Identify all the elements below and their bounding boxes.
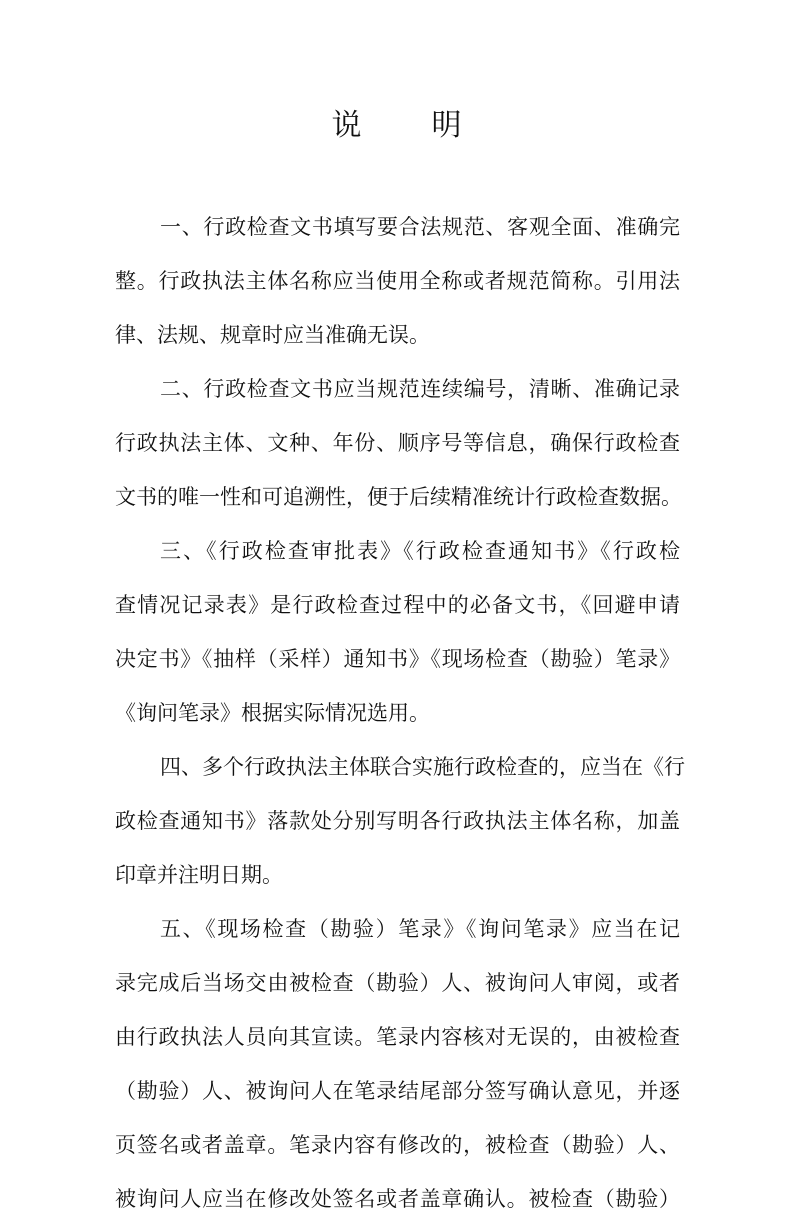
paragraph-line: （勘验）人、被询问人在笔录结尾部分签写确认意见，并逐 (115, 1079, 680, 1103)
paragraph-line: 页签名或者盖章。笔录内容有修改的，被检查（勘验）人、 (115, 1133, 680, 1157)
page-title: 说 明 (331, 108, 482, 143)
paragraph-2 (115, 362, 680, 524)
paragraph-3 (115, 524, 680, 740)
paragraph-line: 被询问人应当在修改处签名或者盖章确认。被检查（勘验） (115, 1187, 680, 1211)
paragraph-line: 印章并注明日期。 (115, 863, 283, 887)
paragraph-line: 文书的唯一性和可追溯性，便于后续精准统计行政检查数据。 (115, 485, 682, 509)
document-body (115, 200, 685, 1226)
paragraph-line: 查情况记录表》是行政检查过程中的必备文书，《回避申请 (115, 593, 680, 617)
paragraph-line: 五、《现场检查（勘验）笔录》《询问笔录》应当在记 (160, 917, 680, 941)
paragraph-line: 律、法规、规章时应当准确无误。 (115, 323, 430, 347)
paragraph-line: 一、行政检查文书填写要合法规范、客观全面、准确完 (160, 215, 680, 239)
paragraph-5 (115, 902, 680, 1226)
paragraph-line: 《询问笔录》根据实际情况选用。 (115, 701, 430, 725)
paragraph-line: 整。行政执法主体名称应当使用全称或者规范简称。引用法 (115, 269, 680, 293)
paragraph-line: 四、多个行政执法主体联合实施行政检查的，应当在《行 (160, 755, 685, 779)
paragraph-1 (115, 200, 680, 362)
paragraph-line: 行政执法主体、文种、年份、顺序号等信息，确保行政检查 (115, 431, 680, 455)
paragraph-line: 由行政执法人员向其宣读。笔录内容核对无误的，由被检查 (115, 1025, 680, 1049)
paragraph-line: 决定书》《抽样（采样）通知书》《现场检查（勘验）笔录》 (115, 647, 680, 671)
paragraph-line: 二、行政检查文书应当规范连续编号，清晰、准确记录 (160, 377, 680, 401)
paragraph-4 (115, 740, 685, 902)
paragraph-line: 录完成后当场交由被检查（勘验）人、被询问人审阅，或者 (115, 971, 680, 995)
paragraph-line: 三、《行政检查审批表》《行政检查通知书》《行政检 (160, 539, 680, 563)
paragraph-line: 政检查通知书》落款处分别写明各行政执法主体名称，加盖 (115, 809, 680, 833)
